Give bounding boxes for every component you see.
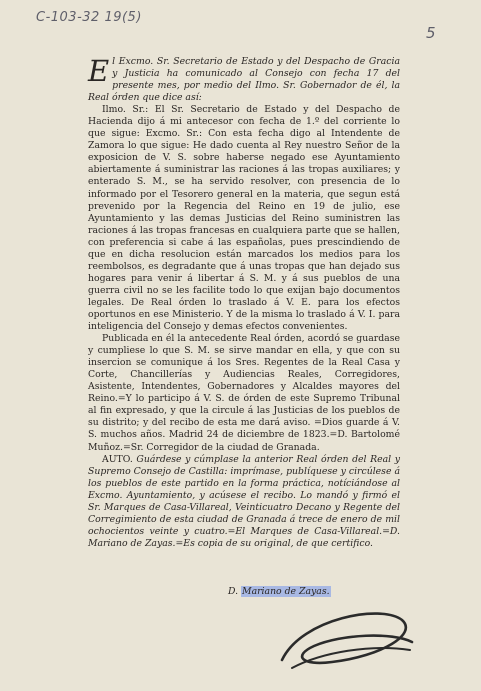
opening-paragraph [88, 56, 400, 104]
signature-flourish [262, 598, 422, 678]
auto-text: Guárdese y cúmplase la anterior Real órden del Real y Supremo Consejo de Castilla: imprímase, publíquese y circúlese á los pueblos de este partido en la forma práctica, notíciándose al Excmo. Ayuntamiento, y acúsese el recibo. Lo mandó y firmó el Sr. Marques de Casa-Villareal, Veinticuatro Decano y Regente del Corregimiento de esta ciudad de Granada á trece de enero de mil ochocientos veinte y cuatro.=El Marques de Casa-Villareal.=D. Mariano de Zayas.=Es copia de su original, de que certifico. [88, 453, 400, 549]
opening-text: l Excmo. Sr. Secretario de Estado y del Despacho de Gracia y Justicia ha comunicado al Consejo con fecha 17 del presente mes, por medio del Ilmo. Sr. Gobernador de él, la Real órden que dice así: [88, 56, 400, 104]
auto-paragraph [88, 454, 400, 550]
handwritten-page-number: 5 [426, 24, 436, 42]
handwritten-reference: C-103-32 19(5) [36, 10, 142, 25]
royal-order-paragraph: Ilmo. Sr.: El Sr. Secretario de Estado y del Despacho de Hacienda dijo á mi antecesor con fecha de 1.º del corriente lo que sigue: Excmo. Sr.: Con esta fecha digo al Intendente de Zamora lo que sigue: He dado cuenta al Rey nuestro Señor de la exposicion de V. S. sobre haberse negado ese Ayuntamiento abiertamente á suministrar las raciones á las tropas auxiliares; y enterado S. M., se ha servido resolver, con presencia de lo informado por el Tesorero general en la materia, que segun está prevenido por la Regencia del Reino en 19 de julio, ese Ayuntamiento y las demas Justicias del Reino suministren las raciones á las tropas francesas en cualquiera parte que se hallen, con preferencia si cabe á las españolas, pues prescindiendo de que en dicha resolucion están marcados los medios para los reembolsos, es degradante que á unas tropas que han dejado sus hogares para venir á libertar á S. M. y á sus pueblos de una guerra civil no se les facilite todo lo que exijan bajo documentos legales. De Real órden lo traslado á V. E. para los efectos oportunos en ese Ministerio. Y de la misma lo traslado á V. I. para inteligencia del Consejo y demas efectos convenientes. [88, 104, 400, 333]
drop-cap: E [88, 54, 110, 88]
signature-name: Mariano de Zayas. [242, 586, 330, 597]
document-body [88, 56, 400, 550]
auto-label: AUTO. [102, 453, 133, 465]
signature-prefix: D. [228, 586, 239, 597]
signature-line [228, 586, 331, 597]
council-resolution-paragraph: Publicada en él la antecedente Real órden, acordó se guardase y cumpliese lo que S. M. se sirve mandar en ella, y que con su insercion se comunique á los Sres. Regentes de la Real Casa y Corte, Chancillerías y Audiencias Reales, Corregidores, Asistente, Intendentes, Gobernadores y Alcaldes mayores del Reino.=Y lo participo á V. S. de órden de este Supremo Tribunal al fin expresado, y que la circule á las Justicias de los pueblos de su distrito; y del recibo de esta me dará aviso. =Dios guarde á V. S. muchos años. Madrid 24 de diciembre de 1823.=D. Bartolomé Muñoz.=Sr. Corregidor de la ciudad de Granada. [88, 333, 400, 453]
